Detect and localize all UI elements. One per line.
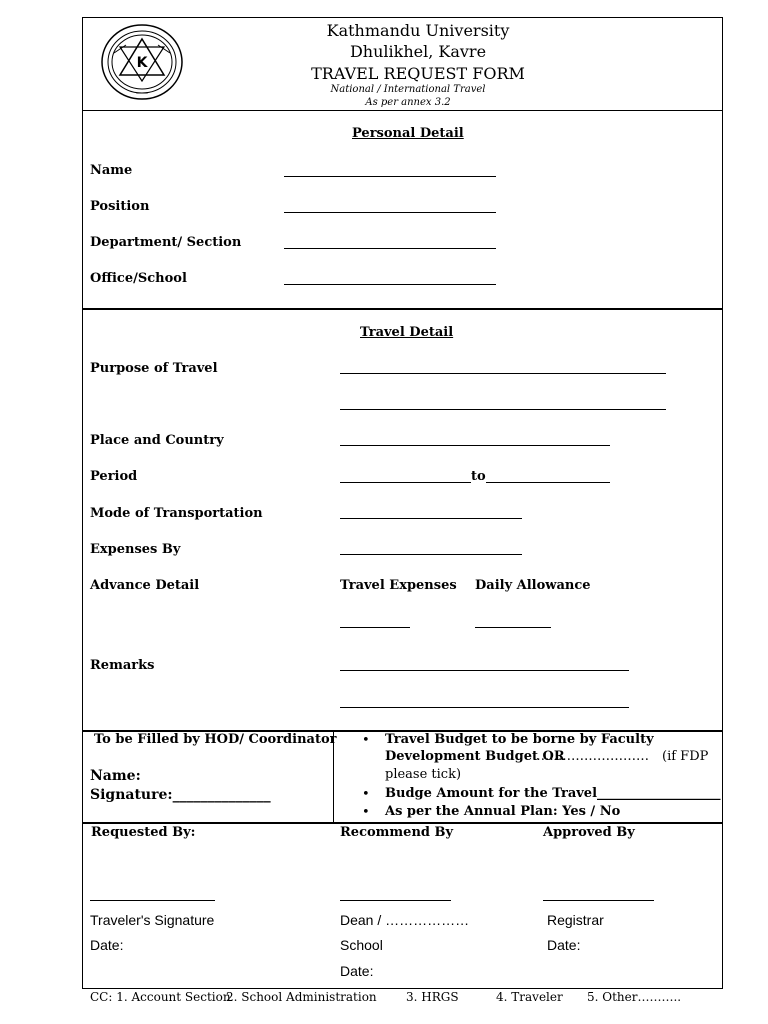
cc-account-section: CC: 1. Account Section: [90, 990, 231, 1004]
requested-signature-line[interactable]: [90, 900, 215, 901]
personal-detail-title: Personal Detail: [352, 126, 464, 141]
purpose-field-1[interactable]: [340, 373, 666, 374]
school-label: School: [340, 937, 383, 953]
bullet-1b: Development Budget OR: [385, 749, 565, 764]
dean-label: Dean / ………………: [340, 912, 470, 928]
position-field[interactable]: [284, 212, 496, 213]
bullet-dot-2: •: [362, 787, 370, 802]
period-to-label: to: [471, 469, 486, 484]
cc-traveler: 4. Traveler: [496, 990, 563, 1004]
name-label: Name: [90, 163, 133, 178]
form-subtitle-1: National / International Travel: [330, 84, 486, 95]
bullet-1e: please tick): [385, 767, 462, 782]
period-from-field[interactable]: [340, 482, 471, 483]
daily-allowance-field[interactable]: [475, 627, 551, 628]
mode-label: Mode of Transportation: [90, 506, 263, 521]
recommend-by-label: Recommend By: [340, 825, 454, 840]
traveler-date-label: Date:: [90, 937, 124, 953]
bullet-1a: Travel Budget to be borne by Faculty: [385, 732, 654, 747]
university-name: Kathmandu University: [326, 21, 510, 40]
department-label: Department/ Section: [90, 235, 242, 250]
remarks-field-1[interactable]: [340, 670, 629, 671]
office-school-field[interactable]: [284, 284, 496, 285]
hod-signature-label: Signature:______________: [90, 787, 271, 803]
registrar-label: Registrar: [547, 912, 604, 928]
svg-text:K: K: [136, 55, 148, 71]
bullet-dot-3: •: [362, 805, 370, 820]
hod-name-label: Name:: [90, 768, 141, 784]
period-to-field[interactable]: [486, 482, 610, 483]
requested-by-label: Requested By:: [91, 825, 196, 840]
period-label: Period: [90, 469, 138, 484]
expenses-by-field[interactable]: [340, 554, 522, 555]
bullet-dot-1: •: [362, 733, 370, 748]
travel-expenses-field[interactable]: [340, 627, 410, 628]
travel-expenses-label: Travel Expenses: [340, 578, 457, 593]
approved-date-label: Date:: [547, 937, 581, 953]
cc-other: 5. Other………..: [587, 990, 682, 1004]
cc-school-administration: 2. School Administration: [226, 990, 377, 1004]
bullet-1d: (if FDP: [662, 749, 709, 764]
mode-field[interactable]: [340, 518, 522, 519]
hod-title: To be Filled by HOD/ Coordinator: [94, 732, 337, 747]
form-title: TRAVEL REQUEST FORM: [311, 64, 525, 83]
remarks-field-2[interactable]: [340, 707, 629, 708]
recommend-signature-line[interactable]: [340, 900, 451, 901]
svg-text:——: ——: [136, 90, 148, 97]
remarks-label: Remarks: [90, 658, 155, 673]
recommend-date-label: Date:: [340, 963, 374, 979]
advance-label: Advance Detail: [90, 578, 200, 593]
place-label: Place and Country: [90, 433, 224, 448]
department-field[interactable]: [284, 248, 496, 249]
position-label: Position: [90, 199, 150, 214]
bullet-3: As per the Annual Plan: Yes / No: [385, 804, 621, 819]
purpose-label: Purpose of Travel: [90, 361, 218, 376]
name-field[interactable]: [284, 176, 496, 177]
approval-box: [82, 822, 723, 989]
bullet-2: Budge Amount for the Travel___________________: [385, 786, 721, 801]
place-field[interactable]: [340, 445, 610, 446]
university-seal-logo: [100, 23, 184, 101]
form-subtitle-2: As per annex 3.2: [365, 97, 451, 108]
travel-detail-title: Travel Detail: [360, 325, 454, 340]
approved-signature-line[interactable]: [543, 900, 654, 901]
university-location: Dhulikhel, Kavre: [349, 42, 487, 61]
daily-allowance-label: Daily Allowance: [475, 578, 591, 593]
approved-by-label: Approved By: [543, 825, 635, 840]
traveler-signature-label: Traveler's Signature: [90, 912, 215, 928]
office-school-label: Office/School: [90, 271, 187, 286]
purpose-field-2[interactable]: [340, 409, 666, 410]
bullet-1c: ………………………: [532, 749, 649, 764]
cc-hrgs: 3. HRGS: [406, 990, 459, 1004]
expenses-by-label: Expenses By: [90, 542, 181, 557]
